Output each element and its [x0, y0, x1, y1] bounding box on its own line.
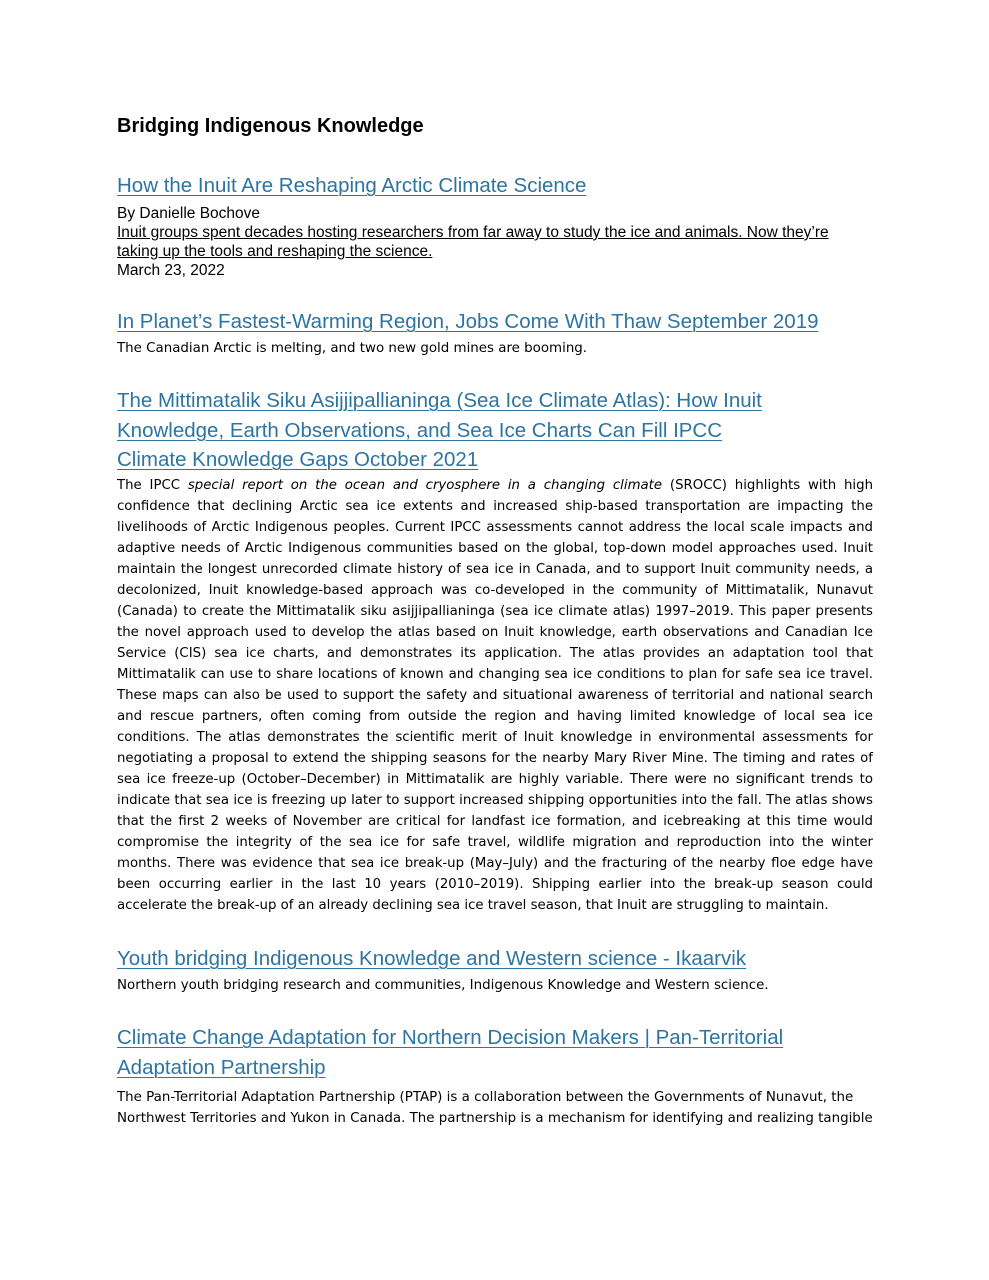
article-title-link[interactable]: In Planet’s Fastest-Warming Region, Jobs Come With Thaw September 2019: [117, 310, 819, 333]
article-summary: [117, 224, 873, 261]
article-entry: [117, 307, 873, 337]
page-title: Bridging Indigenous Knowledge: [117, 115, 424, 137]
abstract-text: (SROCC) highlights with high confidence that declining Arctic sea ice extents and increased ship-based transportation are impacting the livelihoods of Arctic Indigenous peoples. Current IPCC assessments cannot address the local scale impacts and adaptive needs of Arctic Indigenous communities based on the global, top-down model approaches used. Inuit maintain the longest unrecorded climate history of sea ice in Canada, and to support Inuit community needs, a decolonized, Inuit knowledge-based approach was co-developed in the community of Mittimatalik, Nunavut (Canada) to create the Mittimatalik siku asijjipallianinga (sea ice climate atlas) 1997–2019. This paper presents the novel approach used to develop the atlas based on Inuit knowledge, earth observations and Canadian Ice Service (CIS) sea ice charts, and demonstrates its application. The atlas provides an adaptation tool that Mittimatalik can use to share locations of known and changing sea ice conditions to plan for safe sea ice travel. These maps can also be used to support the safety and situational awareness of territorial and national search and rescue partners, often coming from outside the region and having limited knowledge of local sea ice conditions. The atlas demonstrates the scientific merit of Inuit knowledge in environmental assessments for negotiating a proposal to extend the shipping seasons for the nearby Mary River Mine. The timing and rates of sea ice freeze-up (October–December) in Mittimatalik are highly variable. There were no significant trends to indicate that sea ice is freezing up later to support increased shipping opportunities into the fall. The atlas shows that the first 2 weeks of November are critical for landfast ice formation, and icebreaking at this time would compromise the integrity of the sea ice for safe travel, wildlife migration and reproduction into the winter months. There was evidence that sea ice break-up (May–July) and the fracturing of the nearby floe edge have been occurring earlier in the last 10 years (2010–2019). Shipping earlier into the break-up season could accelerate the break-up of an already declining sea ice travel season, that Inuit are struggling to maintain.: [117, 478, 873, 913]
article-byline: By Danielle Bochove: [117, 205, 261, 222]
article-entry: [117, 944, 873, 974]
article-entry: [117, 386, 797, 475]
article-summary-text: Inuit groups spent decades hosting researchers from far away to study the ice and animals. Now they’re taking up the tools and reshaping the science.: [117, 224, 829, 260]
article-title-link[interactable]: How the Inuit Are Reshaping Arctic Climate Science: [117, 174, 587, 197]
abstract-italic: special report on the ocean and cryosphere in a changing climate: [187, 478, 663, 493]
abstract-prefix: The IPCC: [117, 478, 188, 493]
article-entry: [117, 1023, 817, 1082]
article-description: The Pan-Territorial Adaptation Partnership (PTAP) is a collaboration between the Governments of Nunavut, the Northwest Territories and Yukon in Canada. The partnership is a mechanism for identifying and realizing tangible: [117, 1090, 873, 1126]
article-date: March 23, 2022: [117, 262, 225, 279]
article-description: The Canadian Arctic is melting, and two new gold mines are booming.: [117, 341, 588, 356]
article-abstract: [117, 475, 873, 916]
article-title-link[interactable]: The Mittimatalik Siku Asijjipallianinga (Sea Ice Climate Atlas): How Inuit Knowledge, Earth Observations, and Sea Ice Charts Can Fill IPCC Climate Knowledge Gaps October 2021: [117, 389, 762, 471]
article-entry: [117, 171, 873, 201]
article-description: Northern youth bridging research and communities, Indigenous Knowledge and Western science.: [117, 978, 769, 993]
article-title-link[interactable]: Youth bridging Indigenous Knowledge and Western science - Ikaarvik: [117, 947, 747, 970]
article-title-link[interactable]: Climate Change Adaptation for Northern Decision Makers | Pan-Territorial Adaptation Partnership: [117, 1026, 784, 1079]
